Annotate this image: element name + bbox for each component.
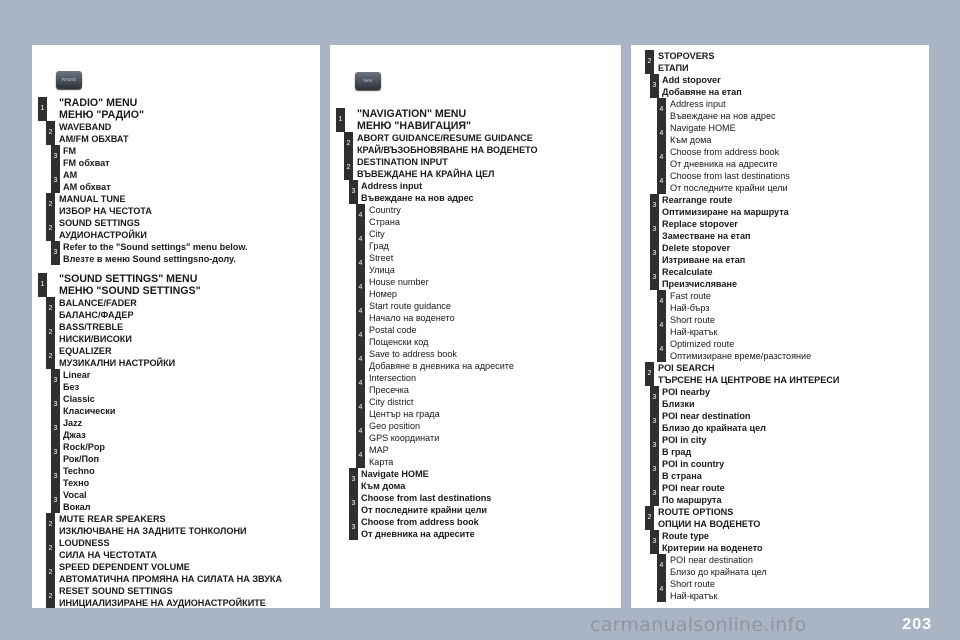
menu-entry-line: Route type [662,531,709,541]
menu-entry-line: Критерии на воденето [662,543,763,553]
menu-entry-level-2 [32,345,320,369]
menu-entry-level-4 [330,300,621,324]
menu-entry-level-4 [631,98,929,122]
menu-entry-level-2 [32,121,320,145]
level-badge: 1 [336,108,345,132]
menu-entry-line: AM [63,170,78,180]
level-badge: 2 [645,506,654,530]
column-content [330,108,621,540]
menu-entry-line: Джаз [63,430,86,440]
menu-entry-line: Въвеждане на нов адрес [361,193,474,203]
menu-entry-line: Без [63,382,80,392]
menu-entry-line: Техно [63,478,90,488]
menu-entry-line: Replace stopover [662,219,738,229]
menu-entry-line: В страна [662,471,702,481]
level-badge: 4 [356,420,365,444]
level-badge: 3 [650,458,659,482]
menu-entry-level-3 [631,410,929,434]
menu-entry-line: AM обхват [63,182,111,192]
menu-entry-line: МЕНЮ "SOUND SETTINGS" [59,285,201,297]
level-badge: 2 [344,156,353,180]
menu-entry-line: POI SEARCH [658,363,715,373]
level-badge: 4 [356,444,365,468]
level-badge: 4 [356,300,365,324]
level-badge: 3 [650,266,659,290]
menu-entry-line: МЕНЮ "РАДИО" [59,109,145,121]
menu-entry-level-3 [330,180,621,204]
menu-entry-line: ИНИЦИАЛИЗИРАНЕ НА АУДИОНАСТРОЙКИТЕ [59,598,266,608]
level-badge: 3 [349,180,358,204]
menu-entry-line: BASS/TREBLE [59,322,124,332]
menu-entry-level-3 [330,516,621,540]
level-badge: 4 [657,98,666,122]
menu-entry-line: Въвеждане на нов адрес [670,111,776,121]
menu-entry-line: WAVEBAND [59,122,112,132]
menu-entry-line: "SOUND SETTINGS" MENU [59,273,198,285]
menu-entry-level-3 [330,492,621,516]
nav-button-icon: NAV [355,72,381,90]
level-badge: 4 [657,578,666,602]
menu-entry-line: Най-кратък [670,591,718,601]
level-badge: 3 [650,530,659,554]
menu-entry-line: Начало на воденето [369,313,455,323]
menu-entry-level-3 [32,369,320,393]
menu-entry-line: Linear [63,370,91,380]
level-badge: 1 [38,97,47,121]
menu-entry-line: От последните крайни цели [361,505,488,515]
spacer [32,265,320,273]
menu-entry-line: От дневника на адресите [670,159,778,169]
level-badge: 4 [657,554,666,578]
menu-entry-level-2 [32,537,320,561]
menu-entry-line: Страна [369,217,400,227]
menu-entry-level-4 [330,396,621,420]
menu-entry-line: POI in city [662,435,707,445]
menu-entry-level-2 [32,297,320,321]
menu-column-navigation-continued [631,45,929,608]
level-badge: 2 [46,297,55,321]
menu-entry-line: Refer to the "Sound settings" menu below. [63,242,248,252]
menu-entry-line: POI near destination [670,555,753,565]
level-badge: 4 [356,396,365,420]
level-badge: 2 [46,193,55,217]
menu-entry-level-2 [32,585,320,608]
menu-entry-level-3 [631,242,929,266]
menu-entry-line: Recalculate [662,267,713,277]
menu-entry-level-3 [631,530,929,554]
level-badge: 4 [657,314,666,338]
menu-entry-line: Geo position [369,421,421,431]
menu-entry-level-3 [32,465,320,489]
level-badge: 2 [46,217,55,241]
menu-entry-line: FM [63,146,77,156]
menu-entry-line: ЕТАПИ [658,63,689,73]
menu-entry-line: ТЪРСЕНЕ НА ЦЕНТРОВЕ НА ИНТЕРЕСИ [658,375,840,385]
menu-entry-line: Address input [670,99,726,109]
level-badge: 4 [657,290,666,314]
menu-entry-line: POI near route [662,483,725,493]
menu-entry-level-4 [631,554,929,578]
menu-entry-line: RESET SOUND SETTINGS [59,586,173,596]
menu-entry-level-3 [330,468,621,492]
menu-entry-line: НИСКИ/ВИСОКИ [59,334,132,344]
level-badge: 1 [38,273,47,297]
menu-entry-line: От последните крайни цели [670,183,788,193]
menu-entry-line: BALANCE/FADER [59,298,137,308]
radio-button-icon: RADIO [56,71,82,89]
level-badge: 3 [349,516,358,540]
level-badge: 4 [657,146,666,170]
level-badge: 3 [51,145,60,169]
menu-entry-level-3 [631,194,929,218]
menu-entry-line: Rock/Pop [63,442,105,452]
menu-entry-line: Postal code [369,325,417,335]
menu-entry-line: Rearrange route [662,195,733,205]
menu-entry-line: EQUALIZER [59,346,112,356]
menu-entry-line: БАЛАНС/ФАДЕР [59,310,134,320]
menu-entry-line: Център на града [369,409,440,419]
menu-entry-line: Street [369,253,394,263]
menu-entry-line: DESTINATION INPUT [357,157,448,167]
menu-entry-level-3 [631,458,929,482]
menu-entry-level-3 [32,169,320,193]
menu-entry-line: Choose from address book [361,517,479,527]
menu-entry-line: Short route [670,579,715,589]
menu-entry-line: МЕНЮ "НАВИГАЦИЯ" [357,120,471,132]
level-badge: 2 [46,561,55,585]
menu-entry-level-4 [631,122,929,146]
level-badge: 3 [650,410,659,434]
level-badge: 3 [51,465,60,489]
menu-entry-line: Vocal [63,490,87,500]
level-badge: 4 [657,170,666,194]
menu-entry-line: Navigate HOME [361,469,429,479]
level-badge: 3 [650,482,659,506]
level-badge: 3 [650,242,659,266]
menu-entry-line: Вокал [63,502,91,512]
menu-entry-line: Techno [63,466,95,476]
level-badge: 2 [645,50,654,74]
level-badge: 2 [46,121,55,145]
menu-entry-level-3 [32,417,320,441]
level-badge: 3 [650,74,659,98]
menu-entry-line: Град [369,241,389,251]
menu-entry-line: SOUND SETTINGS [59,218,140,228]
level-badge: 2 [46,321,55,345]
level-badge: 3 [349,468,358,492]
menu-entry-line: House number [369,277,429,287]
menu-entry-line: ОПЦИИ НА ВОДЕНЕТО [658,519,761,529]
menu-entry-line: Изтриване на етап [662,255,746,265]
level-badge: 4 [657,122,666,146]
menu-entry-level-4 [631,290,929,314]
level-badge: 3 [650,218,659,242]
menu-entry-line: Save to address book [369,349,457,359]
menu-entry-line: Navigate HOME [670,123,736,133]
menu-entry-level-2 [32,217,320,241]
menu-entry-line: Добавяне на етап [662,87,742,97]
menu-entry-line: ABORT GUIDANCE/RESUME GUIDANCE [357,133,533,143]
menu-entry-line: Улица [369,265,395,275]
menu-entry-line: Към дома [670,135,712,145]
column-content [32,97,320,608]
menu-entry-line: SPEED DEPENDENT VOLUME [59,562,190,572]
menu-entry-level-3 [631,266,929,290]
menu-entry-level-2 [631,50,929,74]
menu-entry-level-4 [631,146,929,170]
menu-entry-level-2 [631,506,929,530]
menu-entry-line: Близки [662,399,695,409]
menu-entry-line: Classic [63,394,95,404]
menu-entry-level-2 [32,193,320,217]
menu-entry-line: Short route [670,315,715,325]
menu-entry-line: Country [369,205,401,215]
menu-entry-level-1 [330,108,621,132]
level-badge: 3 [51,369,60,393]
menu-entry-line: Fast route [670,291,711,301]
menu-entry-line: Start route guidance [369,301,451,311]
menu-entry-level-1 [32,273,320,297]
menu-entry-line: Към дома [361,481,406,491]
menu-entry-level-4 [330,324,621,348]
menu-entry-level-3 [631,74,929,98]
menu-entry-level-4 [330,348,621,372]
menu-entry-line: ИЗКЛЮЧВАНЕ НА ЗАДНИТЕ ТОНКОЛОНИ [59,526,247,536]
menu-entry-line: ИЗБОР НА ЧЕСТОТА [59,206,152,216]
menu-entry-line: Jazz [63,418,83,428]
menu-entry-level-4 [631,338,929,362]
menu-entry-line: Choose from last destinations [670,171,790,181]
menu-entry-level-1 [32,97,320,121]
level-badge: 3 [51,441,60,465]
menu-entry-level-4 [330,252,621,276]
menu-entry-line: POI nearby [662,387,711,397]
menu-entry-line: Добавяне в дневника на адресите [369,361,514,371]
menu-entry-line: Address input [361,181,423,191]
menu-entry-level-4 [330,372,621,396]
menu-entry-line: Влезте в меню Sound settingsпо-долу. [63,254,236,264]
menu-entry-line: Add stopover [662,75,721,85]
menu-entry-level-2 [32,321,320,345]
menu-entry-line: Рок/Поп [63,454,100,464]
menu-entry-line: ВЪВЕЖДАНЕ НА КРАЙНА ЦЕЛ [357,169,495,179]
menu-entry-level-3 [631,482,929,506]
level-badge: 3 [51,489,60,513]
menu-entry-level-3 [32,489,320,513]
menu-entry-line: МУЗИКАЛНИ НАСТРОЙКИ [59,358,176,368]
menu-entry-line: Най-бърз [670,303,710,313]
menu-entry-line: POI near destination [662,411,751,421]
level-badge: 4 [356,252,365,276]
level-badge: 2 [46,585,55,608]
level-badge: 4 [356,372,365,396]
menu-entry-level-4 [330,420,621,444]
level-badge: 2 [46,513,55,537]
menu-entry-line: "RADIO" MENU [59,97,138,109]
menu-entry-level-4 [631,314,929,338]
menu-entry-line: City [369,229,385,239]
menu-entry-line: Близо до крайната цел [662,423,766,433]
menu-entry-line: СИЛА НА ЧЕСТОТАТА [59,550,158,560]
menu-entry-line: Преизчисляване [662,279,738,289]
menu-entry-line: MUTE REAR SPEAKERS [59,514,166,524]
level-badge: 3 [349,492,358,516]
menu-entry-level-3 [32,393,320,417]
menu-entry-line: STOPOVERS [658,51,715,61]
menu-entry-line: Класически [63,406,116,416]
level-badge: 2 [46,537,55,561]
menu-entry-line: POI in country [662,459,725,469]
menu-entry-level-3 [631,386,929,410]
level-badge: 2 [645,362,654,386]
menu-entry-line: FM обхват [63,158,110,168]
level-badge: 3 [51,169,60,193]
menu-entry-line: Карта [369,457,394,467]
menu-entry-line: Delete stopover [662,243,731,253]
menu-entry-line: Най-кратък [670,327,718,337]
level-badge: 4 [356,324,365,348]
menu-entry-line: MANUAL TUNE [59,194,126,204]
menu-entry-level-2 [330,132,621,156]
menu-entry-line: Choose from address book [670,147,780,157]
menu-entry-line: Номер [369,289,397,299]
menu-entry-level-2 [631,362,929,386]
menu-entry-line: От дневника на адресите [361,529,475,539]
menu-entry-level-3 [32,145,320,169]
page-number: 203 [902,616,932,633]
menu-entry-line: Оптимизиране на маршрута [662,207,789,217]
menu-entry-line: Пощенски код [369,337,429,347]
level-badge: 4 [356,276,365,300]
menu-entry-line: Заместване на етап [662,231,751,241]
level-badge: 3 [51,417,60,441]
level-badge: 4 [356,228,365,252]
menu-entry-level-4 [330,276,621,300]
watermark: carmanualsonline.info [590,614,807,636]
menu-entry-level-2 [32,561,320,585]
level-badge: 3 [51,393,60,417]
menu-entry-level-3 [32,441,320,465]
menu-entry-level-3 [631,218,929,242]
menu-entry-level-2 [32,513,320,537]
menu-entry-line: Intersection [369,373,417,383]
level-badge: 2 [344,132,353,156]
menu-entry-level-2 [330,156,621,180]
menu-entry-level-4 [330,228,621,252]
menu-entry-line: По маршрута [662,495,722,505]
menu-entry-level-4 [330,444,621,468]
menu-entry-line: AM/FM ОБХВАТ [59,134,129,144]
menu-entry-level-4 [631,578,929,602]
menu-entry-line: ROUTE OPTIONS [658,507,734,517]
menu-entry-line: Choose from last destinations [361,493,492,503]
menu-entry-level-4 [631,170,929,194]
menu-entry-level-4 [330,204,621,228]
level-badge: 3 [650,194,659,218]
menu-entry-line: "NAVIGATION" MENU [357,108,467,120]
menu-entry-line: Пресечка [369,385,409,395]
menu-entry-line: Оптимизиране време/разстояние [670,351,812,361]
level-badge: 4 [356,204,365,228]
level-badge: 3 [650,434,659,458]
menu-entry-line: City district [369,397,414,407]
menu-entry-line: LOUDNESS [59,538,110,548]
menu-column-navigation [330,45,621,608]
menu-entry-line: MAP [369,445,389,455]
menu-entry-line: В град [662,447,692,457]
menu-entry-level-3 [631,434,929,458]
menu-entry-line: Близо до крайната цел [670,567,767,577]
menu-entry-line: КРАЙ/ВЪЗОБНОВЯВАНЕ НА ВОДЕНЕТО [357,145,538,155]
level-badge: 4 [356,348,365,372]
level-badge: 4 [657,338,666,362]
column-content [631,50,929,602]
level-badge: 2 [46,345,55,369]
menu-entry-line: АУДИОНАСТРОЙКИ [59,230,147,240]
level-badge: 3 [51,241,60,265]
menu-entry-level-3 [32,241,320,265]
level-badge: 3 [650,386,659,410]
menu-column-radio [32,45,320,608]
menu-entry-line: АВТОМАТИЧНА ПРОМЯНА НА СИЛАТА НА ЗВУКА [59,574,283,584]
menu-entry-line: GPS координати [369,433,440,443]
menu-entry-line: Optimized route [670,339,735,349]
